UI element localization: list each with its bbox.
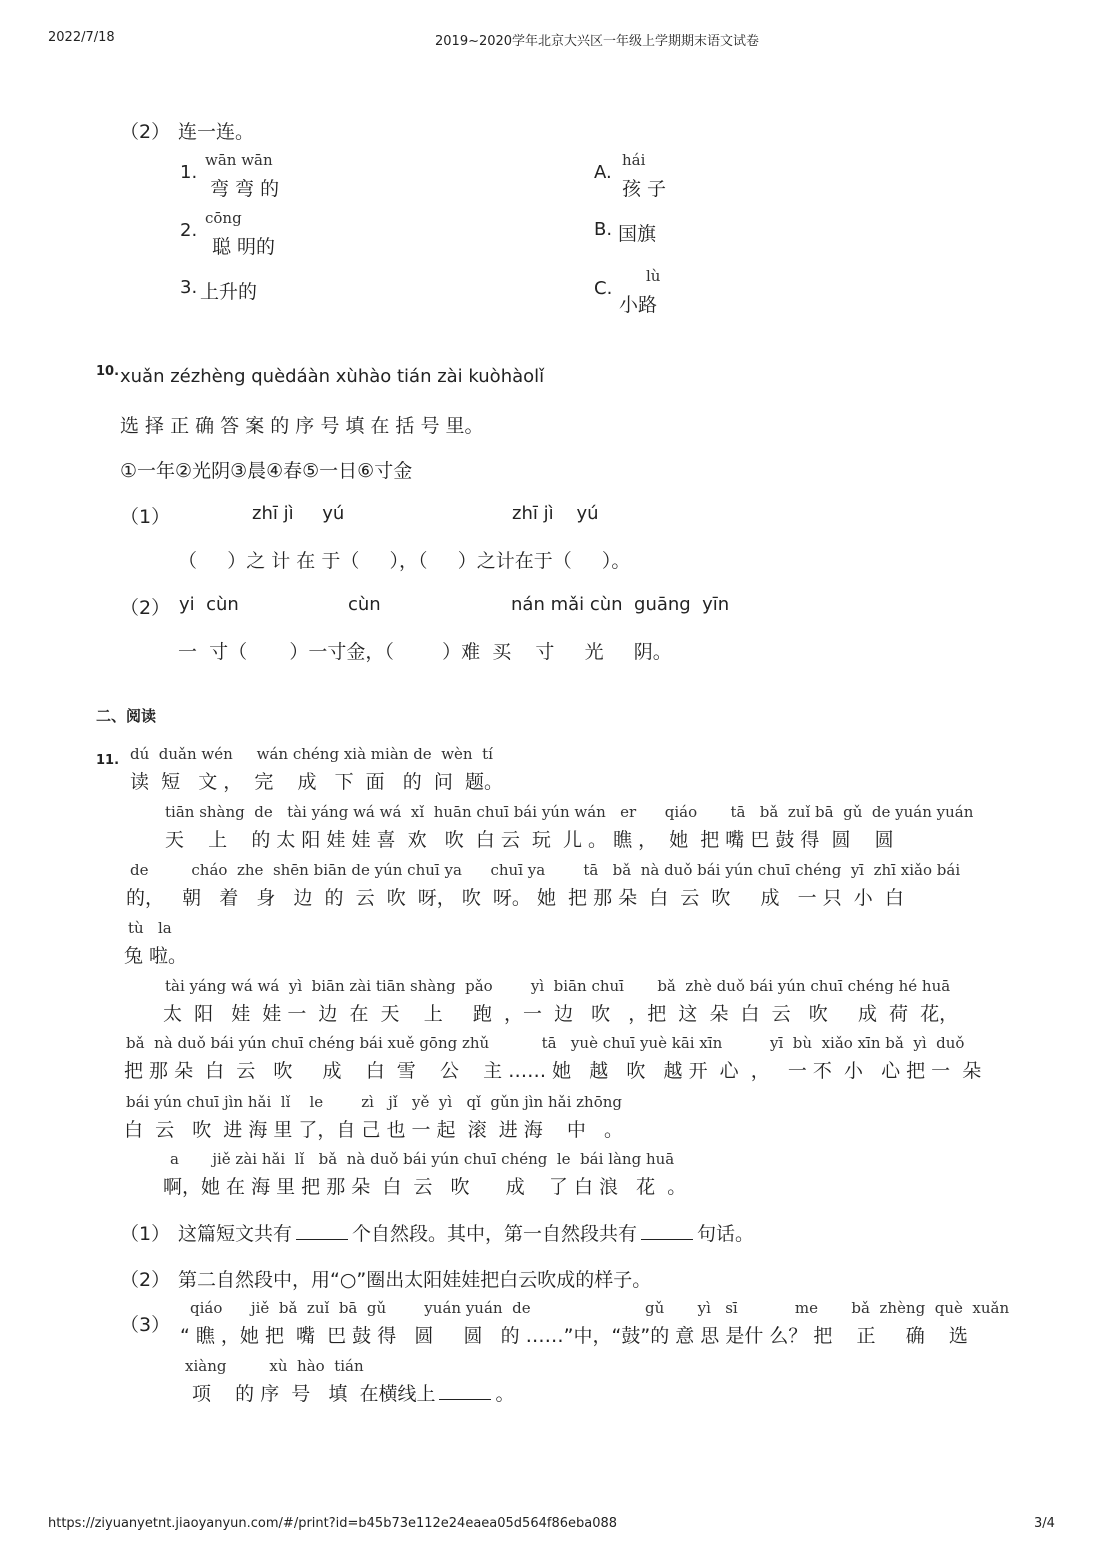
q11-1-text-b: 个自然段。其中，第一自然段共有	[352, 1223, 638, 1245]
q11-3-question: “ 瞧 ，她 把 嘴 巴 鼓 得 圆 圆 的 ……”中，“鼓”的 意 思 是什 么？ 把 正 确 选	[180, 1325, 968, 1347]
q10-2-pinyin-c: nán mǎi cùn guāng yīn	[511, 594, 730, 615]
passage-pinyin-2: de cháo zhe shēn biān de yún chuī ya chuī ya tā bǎ nà duǒ bái yún chuī chéng yī zhī xiǎo bái	[130, 861, 961, 879]
match-right-b-text[interactable]: 国旗	[618, 223, 657, 245]
match-right-a-num: A.	[594, 162, 612, 183]
q10-1-pinyin-b: zhī jì yú	[512, 503, 599, 524]
match-left-1-pinyin: wān wān	[205, 151, 273, 169]
q11-title: 读 短 文 ， 完 成 下 面 的 问 题。	[130, 771, 503, 793]
q11-1-text-a: 这篇短文共有	[178, 1223, 293, 1245]
q10-number: 10.	[96, 364, 120, 379]
match-left-3-text[interactable]: 上升的	[200, 281, 258, 303]
q11-3-pinyin-2: xiàng xù hào tián	[185, 1357, 364, 1375]
passage-line-6: 白 云 吹 进 海 里 了，自 己 也 一 起 滚 进 海 中 。	[124, 1119, 624, 1141]
q10-options: ①一年②光阴③晨④春⑤一日⑥寸金	[120, 460, 413, 482]
section-reading-title: 二、阅读	[96, 707, 157, 725]
q11-3-blank[interactable]	[439, 1398, 491, 1400]
match-right-c-num: C.	[594, 278, 613, 299]
q11-1-question	[178, 1219, 754, 1246]
q10-title: 选 择 正 确 答 案 的 序 号 填 在 括 号 里。	[120, 415, 484, 437]
q11-2-question: 第二自然段中，用“○”圈出太阳娃娃把白云吹成的样子。	[178, 1269, 652, 1291]
passage-pinyin-3: tù la	[128, 919, 172, 937]
passage-pinyin-4: tài yáng wá wá yì biān zài tiān shàng pǎo yì biān chuī bǎ zhè duǒ bái yún chuī chéng hé huā	[165, 977, 951, 995]
passage-line-2: 的， 朝 着 身 边 的 云 吹 呀， 吹 呀。 她 把 那 朵 白 云 吹 成 一 只 小 白	[126, 887, 904, 909]
q10-pinyin-title: xuǎn zézhèng quèdáàn xùhào tián zài kuòhàolǐ	[120, 366, 545, 387]
passage-line-7: 啊，她 在 海 里 把 那 朵 白 云 吹 成 了 白 浪 花 。	[163, 1176, 687, 1198]
q11-1-blank-2[interactable]	[641, 1238, 693, 1240]
match-left-2-pinyin: cōng	[205, 209, 242, 227]
match-left-2-num: 2.	[180, 220, 198, 241]
match-right-a-text[interactable]: 孩 子	[622, 178, 667, 200]
q11-1-label: （1）	[120, 1223, 171, 1245]
q11-3-question-2: 项 的 序 号 填 在横线上 。	[192, 1383, 515, 1405]
passage-pinyin-5: bǎ nà duǒ bái yún chuī chéng bái xuě gōng zhǔ tā yuè chuī yuè kāi xīn yī bù xiǎo xīn bǎ yì duǒ	[126, 1034, 965, 1052]
match-left-1-text[interactable]: 弯 弯 的	[210, 178, 280, 200]
passage-line-3: 兔 啦。	[124, 945, 188, 967]
q10-1-label: （1）	[120, 506, 171, 528]
q9-2-label: （2）	[120, 121, 171, 143]
q10-2-label: （2）	[120, 597, 171, 619]
q11-3-label: （3）	[120, 1314, 171, 1336]
print-date: 2022/7/18	[48, 30, 115, 45]
footer-url[interactable]: https://ziyuanyetnt.jiaoyanyun.com/#/print?id=b45b73e112e24eaea05d564f86eba088	[48, 1516, 618, 1531]
match-right-b-num: B.	[594, 219, 613, 240]
passage-pinyin-7: a jiě zài hǎi lǐ bǎ nà duǒ bái yún chuī chéng le bái làng huā	[170, 1150, 675, 1168]
passage-line-5: 把 那 朵 白 云 吹 成 白 雪 公 主 …… 她 越 吹 越 开 心 ， 一 不 小 心 把 一 朵	[124, 1060, 982, 1082]
passage-pinyin-6: bái yún chuī jìn hǎi lǐ le zì jǐ yě yì qǐ gǔn jìn hǎi zhōng	[126, 1093, 623, 1111]
match-right-c-text[interactable]: 小路	[619, 294, 658, 316]
passage-pinyin-1: tiān shàng de tài yáng wá wá xǐ huān chuī bái yún wán er qiáo tā bǎ zuǐ bā gǔ de yuán yuán	[165, 803, 974, 821]
q10-2-pinyin-b: cùn	[348, 594, 381, 615]
q10-2-pinyin-a: yi cùn	[179, 594, 239, 615]
q11-3-pinyin: qiáo jiě bǎ zuǐ bā gǔ yuán yuán de gǔ yì sī me bǎ zhèng què xuǎn	[190, 1299, 1010, 1317]
q10-2-sentence[interactable]: 一 寸（ ）一寸金，（ ）难 买 寸 光 阴。	[178, 641, 672, 663]
match-left-1-num: 1.	[180, 162, 198, 183]
match-right-a-pinyin: hái	[622, 151, 646, 169]
match-left-3-num: 3.	[180, 277, 198, 298]
q11-2-label: （2）	[120, 1269, 171, 1291]
page-number: 3/4	[1034, 1516, 1055, 1531]
passage-line-4: 太 阳 娃 娃 一 边 在 天 上 跑 ，一 边 吹 ，把 这 朵 白 云 吹 成 荷 花，	[163, 1003, 959, 1025]
document-title: 2019~2020学年北京大兴区一年级上学期期末语文试卷	[435, 34, 760, 49]
q11-3-text-2: 项 的 序 号 填 在横线上	[192, 1383, 436, 1405]
passage-line-1: 天 上 的 太 阳 娃 娃 喜 欢 吹 白 云 玩 儿 。 瞧 ， 她 把 嘴 巴 鼓 得 圆 圆	[165, 829, 894, 851]
q11-number: 11.	[96, 753, 120, 768]
q11-pinyin-title: dú duǎn wén wán chéng xià miàn de wèn tí	[130, 745, 493, 763]
match-right-c-pinyin: lù	[646, 267, 661, 285]
match-left-2-text[interactable]: 聪 明的	[212, 236, 276, 258]
q10-1-sentence[interactable]: （ ）之 计 在 于（ ），（ ）之计在于（ ）。	[178, 550, 631, 572]
q11-1-text-c: 句话。	[697, 1223, 755, 1245]
q9-2-instruction: 连一连。	[178, 121, 255, 143]
q11-1-blank-1[interactable]	[296, 1238, 348, 1240]
q10-1-pinyin-a: zhī jì yú	[252, 503, 345, 524]
